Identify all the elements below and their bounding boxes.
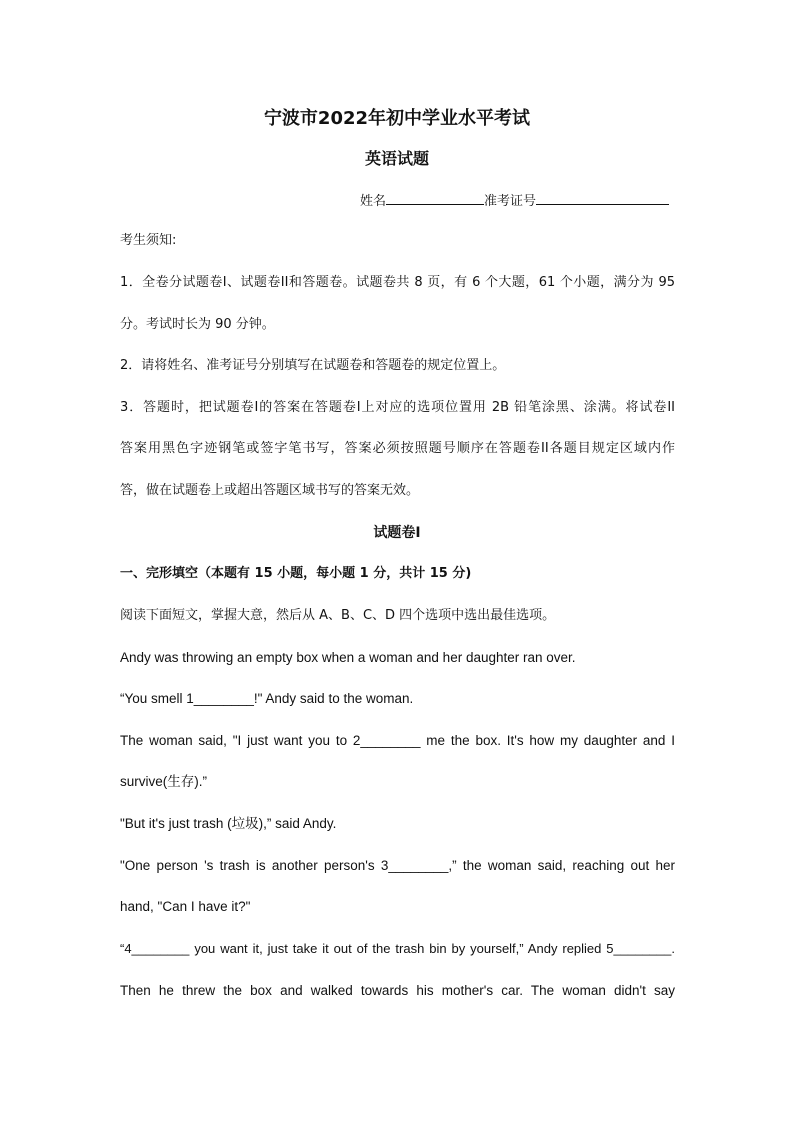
instruction-1-line-2: 分。考试时长为 90 分钟。 <box>120 317 275 332</box>
instruction-3-line-1: 3．答题时，把试题卷I的答案在答题卷I上对应的选项位置用 2B 铅笔涂黑、涂满。将试卷II <box>120 400 675 415</box>
passage-line: “4________ you want it, just take it out of the trash bin by yourself,” Andy replied 5________. <box>120 941 675 956</box>
instruction-1-line-1: 1．全卷分试题卷I、试题卷II和答题卷。试题卷共 8 页，有 6 个大题，61 个小题，满分为 95 <box>120 275 675 290</box>
part-directions: 阅读下面短文，掌握大意，然后从 A、B、C、D 四个选项中选出最佳选项。 <box>120 608 556 623</box>
part-title: 一、完形填空（本题有 15 小题，每小题 1 分，共计 15 分) <box>120 566 472 581</box>
instruction-3-line-3: 答，做在试题卷上或超出答题区域书写的答案无效。 <box>120 483 420 498</box>
id-number-blank[interactable] <box>536 192 669 205</box>
passage-line: Andy was throwing an empty box when a woman and her daughter ran over. <box>120 650 576 665</box>
passage-line: hand, "Can I have it?" <box>120 899 251 914</box>
candidate-info-row <box>360 190 669 209</box>
passage-line: Then he threw the box and walked towards his mother's car. The woman didn't say <box>120 983 675 998</box>
passage-line: "But it's just trash (垃圾),” said Andy. <box>120 816 337 831</box>
instruction-2: 2．请将姓名、准考证号分别填写在试题卷和答题卷的规定位置上。 <box>120 358 506 373</box>
id-label: 准考证号 <box>484 194 537 209</box>
exam-subtitle: 英语试题 <box>364 149 429 168</box>
exam-title: 宁波市2022年初中学业水平考试 <box>263 108 531 129</box>
name-blank[interactable] <box>386 192 484 205</box>
name-label: 姓名 <box>360 194 387 209</box>
instruction-3-line-2: 答案用黑色字迹钢笔或签字笔书写，答案必须按照题号顺序在答题卷II各题目规定区域内作 <box>120 441 675 456</box>
instructions-heading: 考生须知: <box>120 233 177 248</box>
passage-line: “You smell 1________!" Andy said to the woman. <box>120 691 414 706</box>
section-title: 试题卷I <box>373 525 421 541</box>
passage-line: survive(生存).” <box>120 774 207 789</box>
passage-line: "One person 's trash is another person's 3________,” the woman said, reaching out her <box>120 858 675 873</box>
passage-line: The woman said, "I just want you to 2________ me the box. It's how my daughter and I <box>120 733 675 748</box>
